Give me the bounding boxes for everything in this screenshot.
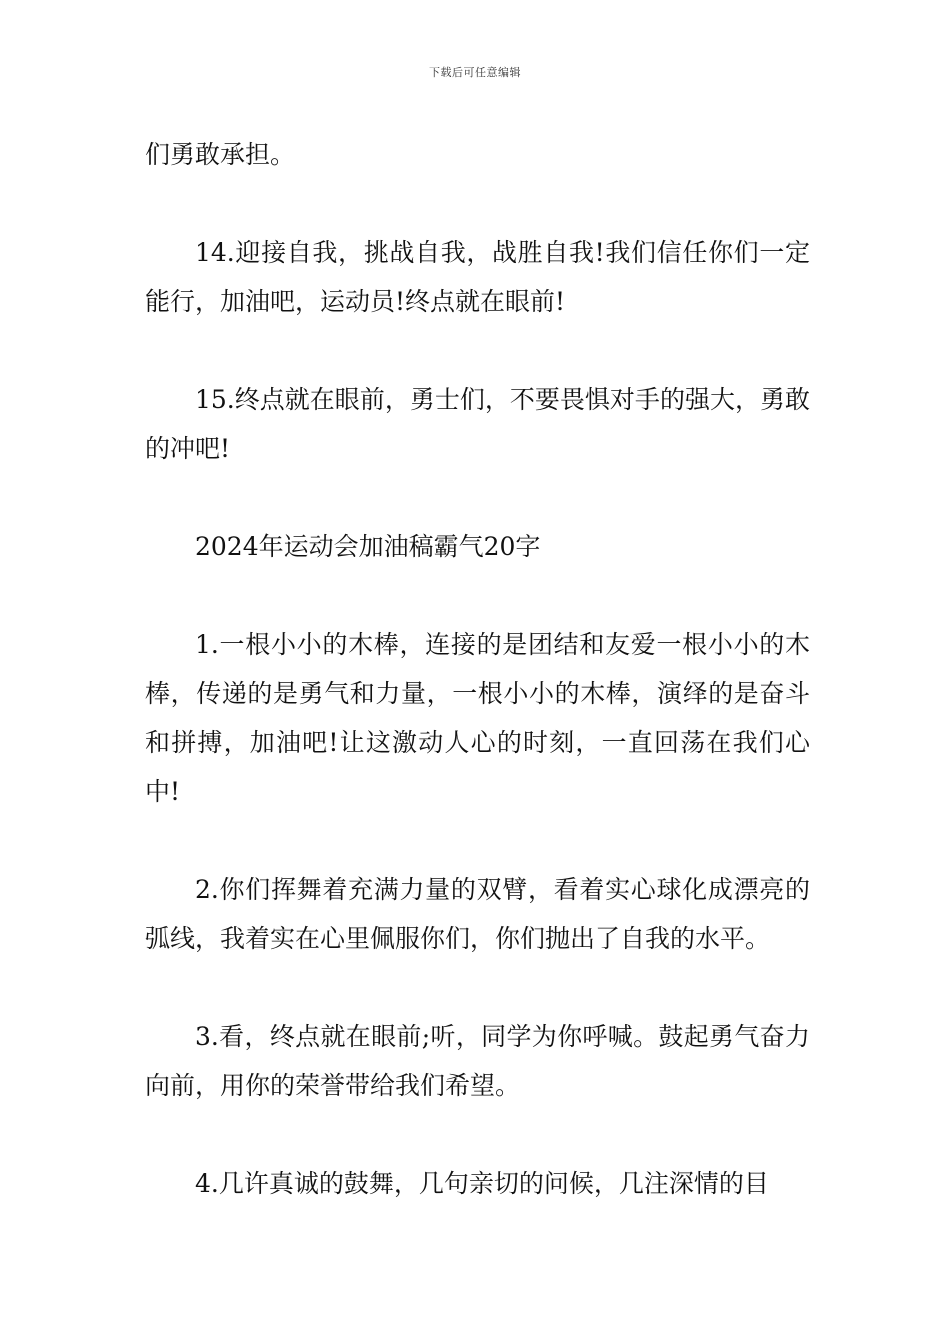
- document-body: [145, 130, 810, 1257]
- paragraph-item-14: 14.迎接自我，挑战自我，战胜自我!我们信任你们一定能行，加油吧，运动员!终点就在眼前!: [145, 238, 810, 316]
- paragraph-item-3: 3.看，终点就在眼前;听，同学为你呼喊。鼓起勇气奋力向前，用你的荣誉带给我们希望。: [145, 1022, 810, 1100]
- page-header: 下载后可任意编辑: [429, 66, 521, 79]
- paragraph-item-2: 2.你们挥舞着充满力量的双臂，看着实心球化成漂亮的弧线，我着实在心里佩服你们，你们抛出了自我的水平。: [145, 875, 810, 953]
- paragraph-item-4: 4.几许真诚的鼓舞，几句亲切的问候，几注深情的目: [195, 1169, 769, 1198]
- paragraph-item-1: 1.一根小小的木棒，连接的是团结和友爱一根小小的木棒，传递的是勇气和力量，一根小小的木棒，演绎的是奋斗和拼搏，加油吧!让这激动人心的时刻，一直回荡在我们心中!: [145, 630, 810, 806]
- paragraph-item-15: 15.终点就在眼前，勇士们，不要畏惧对手的强大，勇敢的冲吧!: [145, 385, 810, 463]
- paragraph-continuation: 们勇敢承担。: [145, 140, 296, 169]
- section-heading: 2024年运动会加油稿霸气20字: [195, 532, 541, 561]
